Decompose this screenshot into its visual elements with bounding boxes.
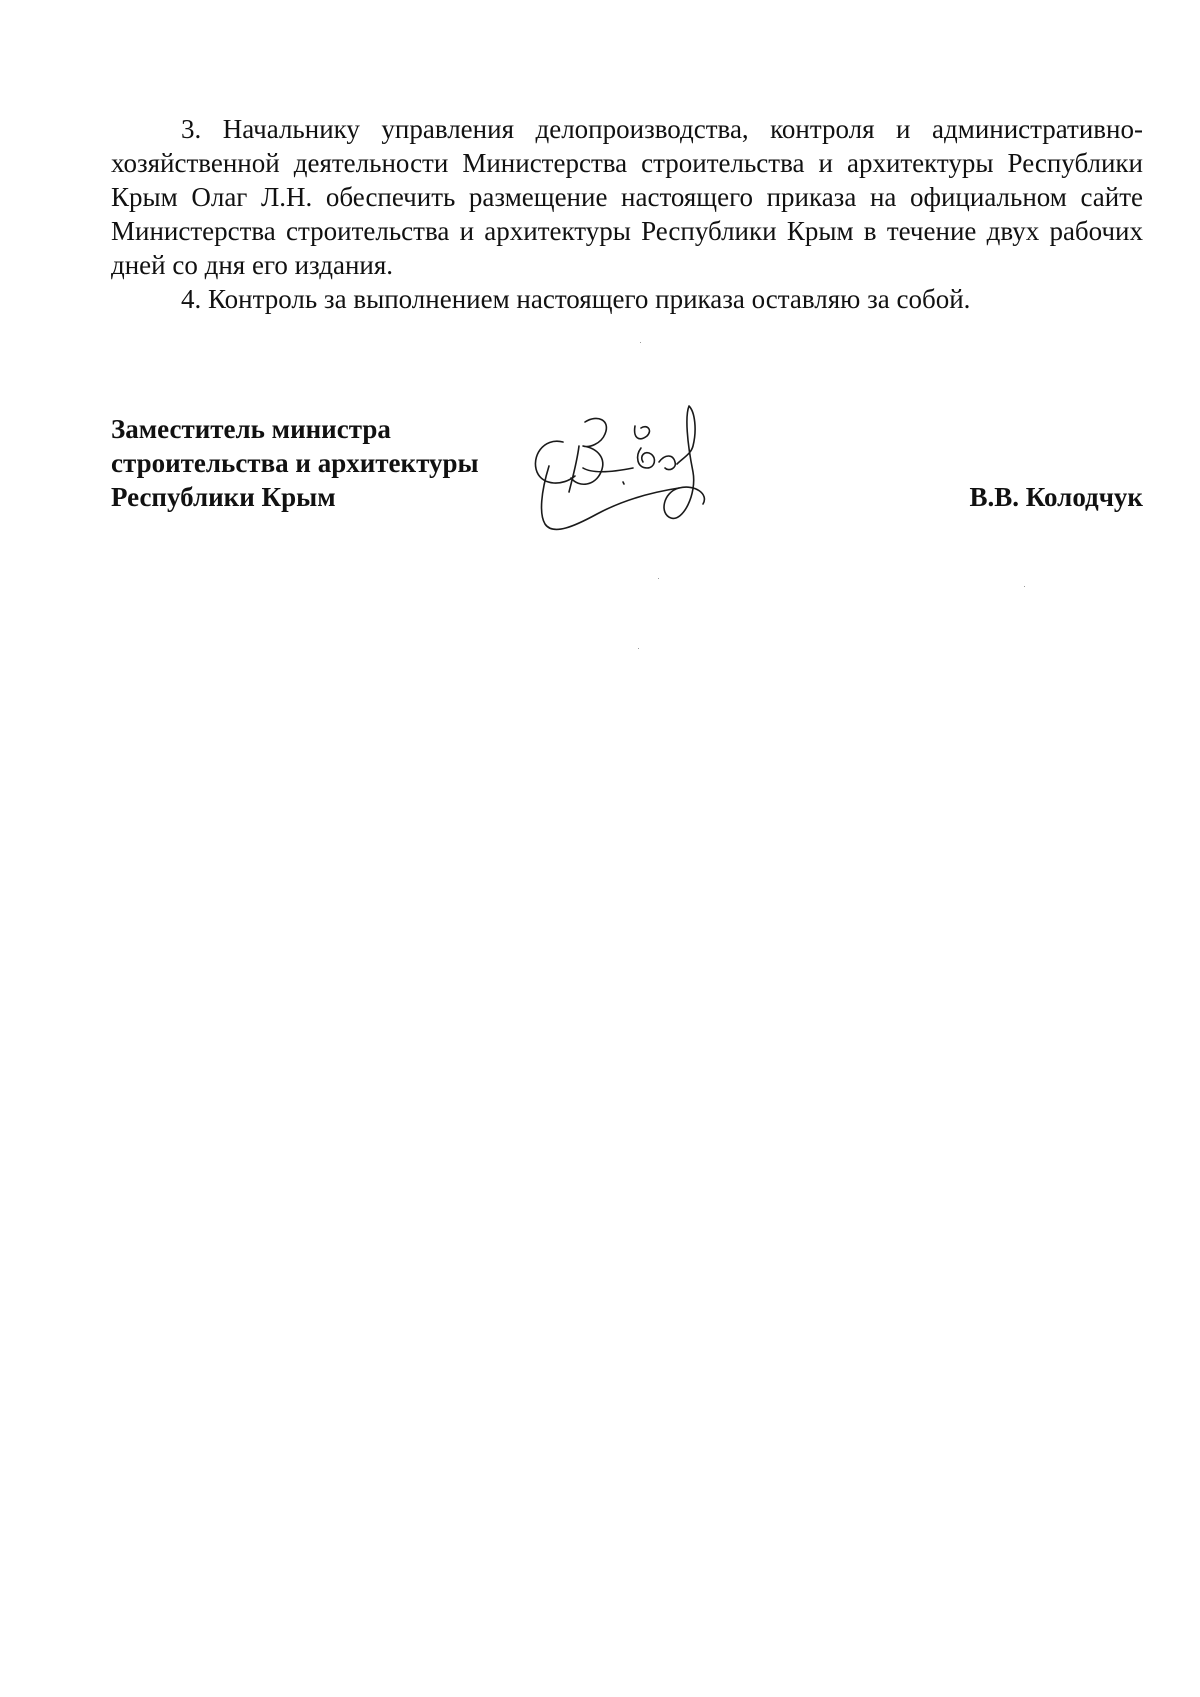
signature-block [111, 412, 1143, 612]
signer-title-line-3: Республики Крым [111, 482, 336, 512]
scan-speck [638, 648, 639, 649]
scan-speck [640, 342, 641, 343]
paragraph-4: 4. Контроль за выполнением настоящего приказа оставляю за собой. [181, 284, 971, 314]
signer-title-line-1: Заместитель министра [111, 414, 391, 444]
scan-speck [1024, 586, 1025, 587]
signer-name: В.В. Колодчук [969, 482, 1143, 512]
signer-title-line-2: строительства и архитектуры [111, 448, 479, 478]
signer-title [111, 412, 479, 514]
scan-speck [658, 578, 659, 579]
order-body-text [111, 112, 1143, 316]
handwritten-signature-icon [523, 402, 753, 577]
paragraph-3: 3. Начальнику управления делопроизводства, контроля и административно-хозяйственной деятельности Министерства строительства и архитектуры Республики Крым Олаг Л.Н. обеспечить размещение настоящего приказа на официальном сайте Министерства строительства и архитектуры Республики Крым в течение двух рабочих дней со дня его издания. [111, 114, 1143, 280]
